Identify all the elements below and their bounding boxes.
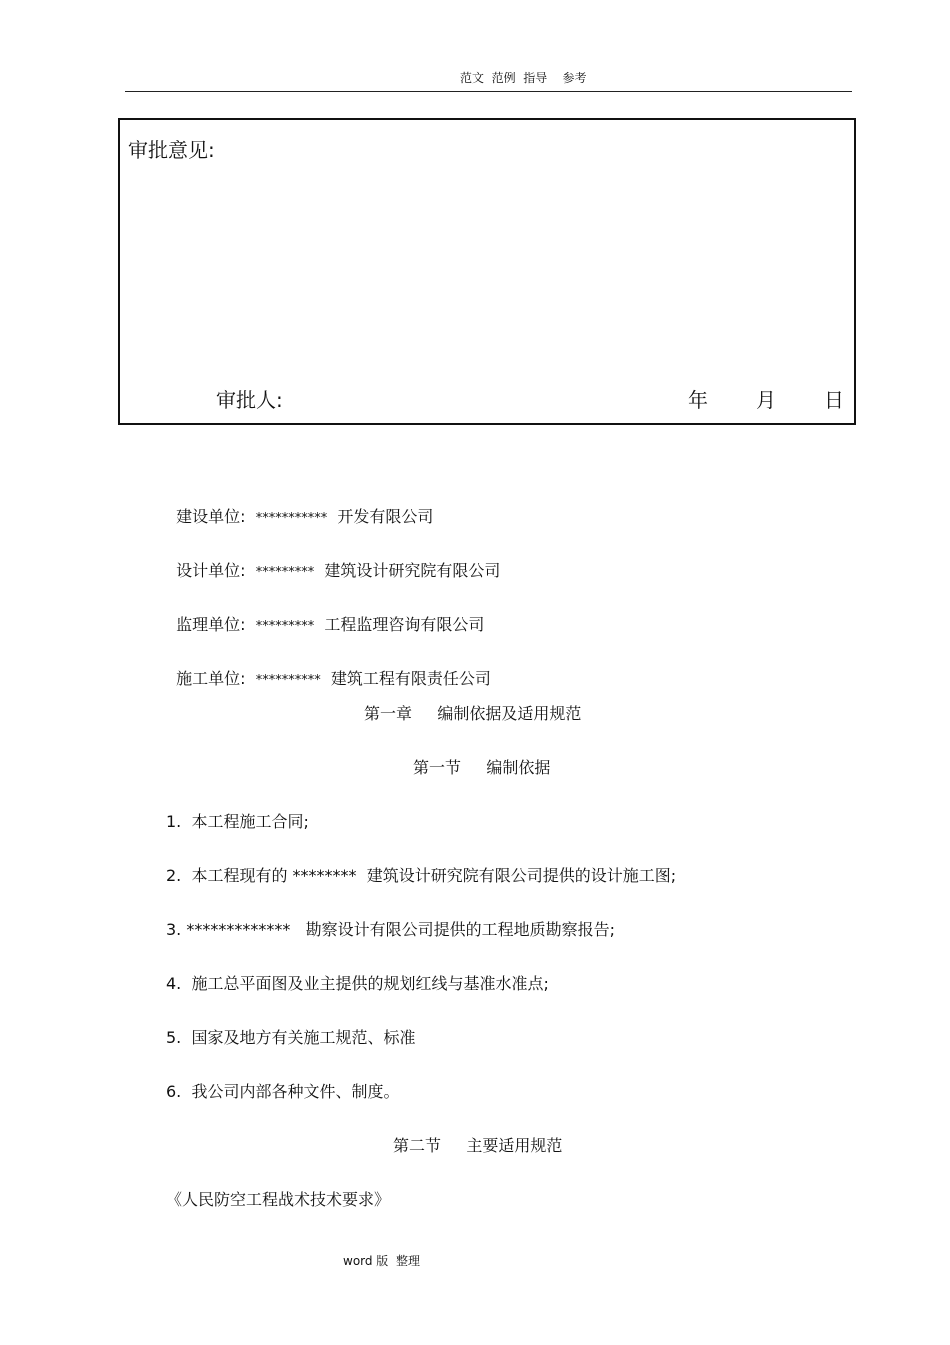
page-header-text: 范文 范例 指导 参考: [460, 71, 587, 85]
unit-label: 建设单位:: [176, 507, 246, 526]
unit-row-contractor: [166, 647, 491, 689]
basis-item: 6. 我公司内部各种文件、制度。: [166, 1082, 400, 1101]
page-footer-text: word 版 整理: [343, 1254, 420, 1268]
basis-item: 1. 本工程施工合同;: [166, 812, 309, 831]
standard-item: 《人民防空工程战术技术要求》: [166, 1190, 391, 1209]
section-heading-basis: 第一节 编制依据: [413, 758, 551, 777]
date-month-label: 月: [756, 388, 776, 412]
approval-title: 审批意见:: [128, 138, 215, 162]
approver-label: 审批人:: [216, 388, 283, 412]
unit-name: 开发有限公司: [337, 507, 434, 526]
unit-label: 设计单位:: [176, 561, 246, 580]
date-year-label: 年: [688, 388, 708, 412]
unit-masked: **********: [255, 673, 321, 688]
basis-item: 5. 国家及地方有关施工规范、标准: [166, 1028, 416, 1047]
unit-row-supervision: [166, 593, 484, 635]
unit-label: 施工单位:: [176, 669, 246, 688]
basis-item: 4. 施工总平面图及业主提供的规划红线与基准水准点;: [166, 974, 549, 993]
unit-row-construction: [166, 485, 433, 527]
unit-name: 工程监理咨询有限公司: [324, 615, 485, 634]
approval-box: [118, 118, 856, 425]
unit-name: 建筑设计研究院有限公司: [324, 561, 501, 580]
section-heading-standards: 第二节 主要适用规范: [393, 1136, 563, 1155]
unit-masked: *********: [255, 565, 315, 580]
basis-item: 2. 本工程现有的 ******** 建筑设计研究院有限公司提供的设计施工图;: [166, 866, 677, 885]
header-divider: [125, 91, 852, 92]
chapter-heading: 第一章 编制依据及适用规范: [364, 704, 582, 723]
unit-masked: ***********: [255, 511, 328, 526]
unit-name: 建筑工程有限责任公司: [330, 669, 491, 688]
unit-masked: *********: [255, 619, 315, 634]
unit-label: 监理单位:: [176, 615, 246, 634]
basis-item: 3. ************* 勘察设计有限公司提供的工程地质勘察报告;: [166, 920, 616, 939]
unit-row-design: [166, 539, 500, 581]
date-day-label: 日: [824, 388, 844, 412]
